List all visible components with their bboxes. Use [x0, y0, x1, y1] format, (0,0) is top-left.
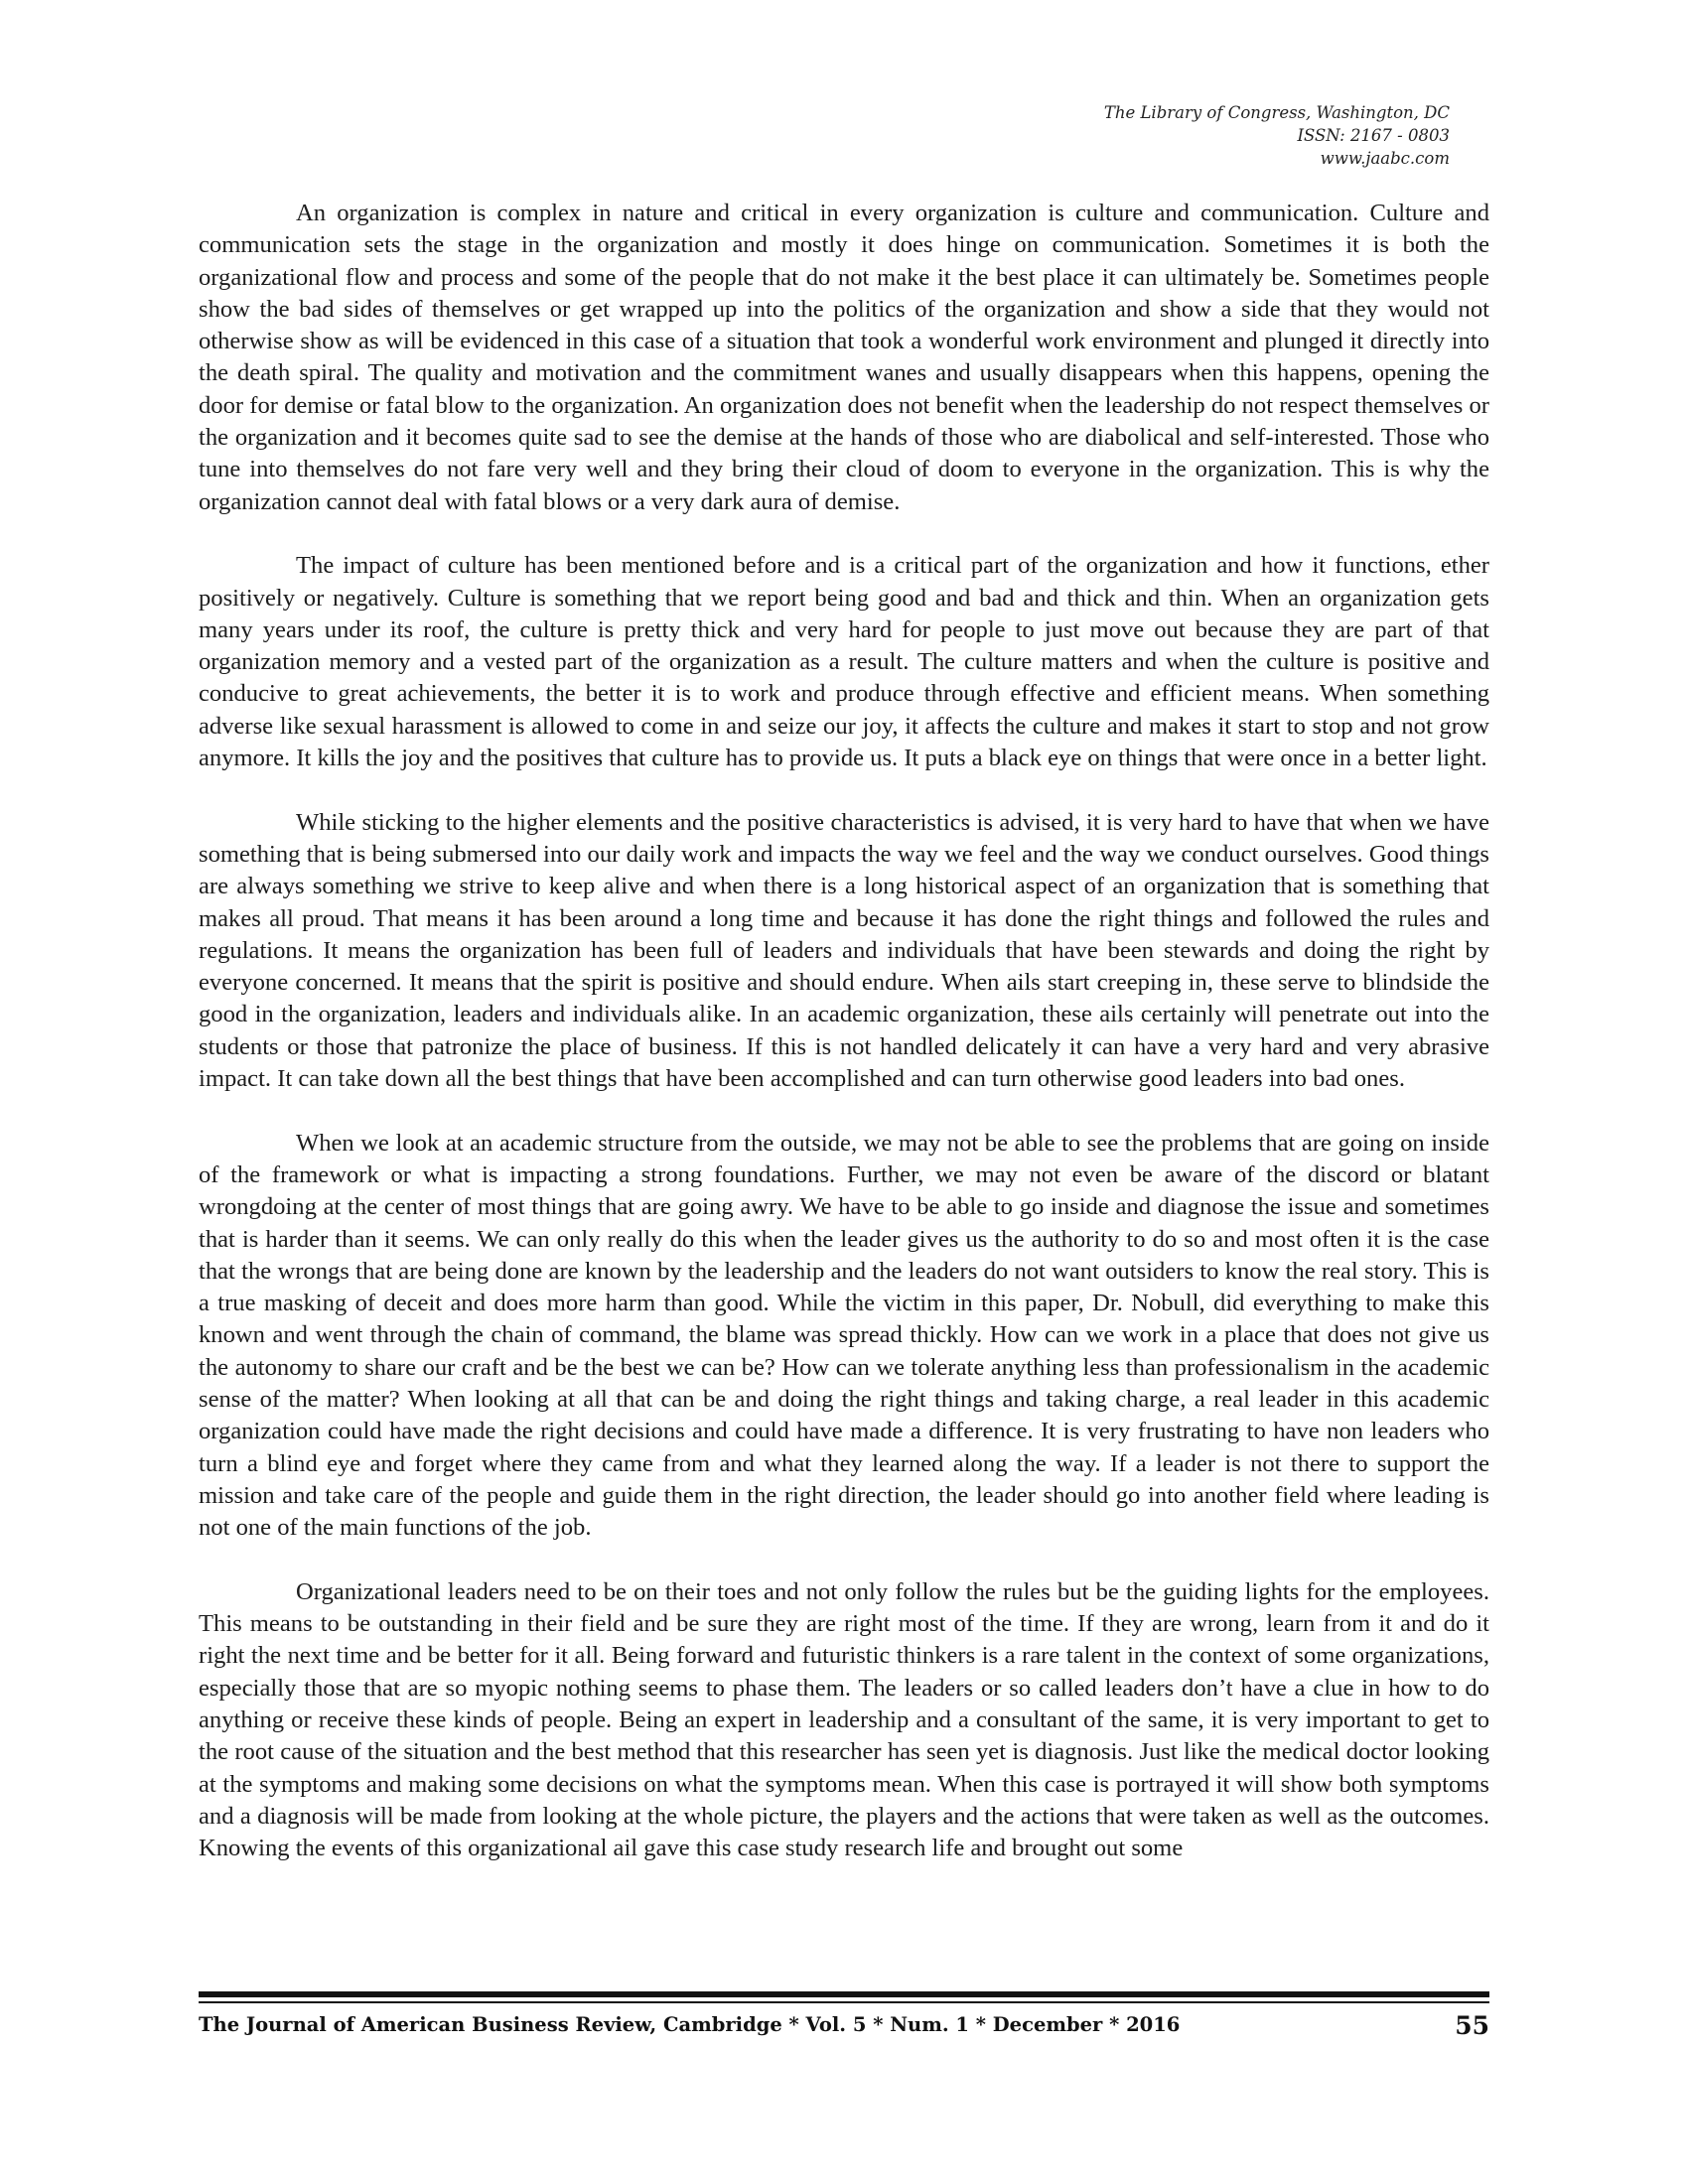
paragraph-5: Organizational leaders need to be on their toes and not only follow the rules but be the guiding lights for the employees. This means to be outstanding in their field and be sure they are right most of the time. If they are wrong, learn from it and do it right the next time and be better for it all. Being forward and futuristic thinkers is a rare talent in the context of some organizations, especially those that are so myopic nothing seems to phase them. The leaders or so called leaders don’t have a clue in how to do anything or receive these kinds of people. Being an expert in leadership and a consultant of the same, it is very important to get to the root cause of the situation and the best method that this researcher has seen yet is diagnosis. Just like the medical doctor looking at the symptoms and making some decisions on what the symptoms mean. When this case is portrayed it will show both symptoms and a diagnosis will be made from looking at the whole picture, the players and the actions that were taken as well as the outcomes. Knowing the events of this organizational ail gave this case study research life and brought out some — [199, 1577, 1489, 1862]
footer-rule-thin — [199, 2001, 1489, 2003]
journal-citation: The Journal of American Business Review, Cambridge * Vol. 5 * Num. 1 * December * 2016 — [199, 2013, 1181, 2036]
paragraph-2: The impact of culture has been mentioned before and is a critical part of the organization and how it functions, ether positively or negatively. Culture is something that we report being good and bad and thick and thin. When an organization gets many years under its roof, the culture is pretty thick and very hard for people to just move out because they are part of that organization memory and a vested part of the organization as a result. The culture matters and when the culture is positive and conducive to great achievements, the better it is to work and produce through effective and efficient means. When something adverse like sexual harassment is allowed to come in and seize our joy, it affects the culture and makes it start to stop and not grow anymore. It kills the joy and the positives that culture has to provide us. It puts a black eye on things that were once in a better light. — [199, 552, 1489, 772]
paragraph-4: When we look at an academic structure from the outside, we may not be able to see the problems that are going on inside of the framework or what is impacting a strong foundations. Further, we may not even be aware of the discord or blatant wrongdoing at the center of most things that are going awry. We have to be able to go inside and diagnose the issue and sometimes that is harder than it seems. We can only really do this when the leader gives us the authority to do so and most often it is the case that the wrongs that are being done are known by the leadership and the leaders do not want outsiders to know the real story. This is a true masking of deceit and does more harm than good. While the victim in this paper, Dr. Nobull, did everything to make this known and went through the chain of command, the blame was spread thickly. How can we work in a place that does not give us the autonomy to share our craft and be the best we can be? How can we tolerate anything less than professionalism in the academic sense of the matter? When looking at all that can be and doing the right things and taking charge, a real leader in this academic organization could have made the right decisions and could have made a difference. It is very frustrating to have non leaders who turn a blind eye and forget where they came from and what they learned along the way. If a leader is not there to support the mission and take care of the people and guide them in the right direction, the leader should go into another field where leading is not one of the main functions of the job. — [199, 1129, 1489, 1542]
running-header — [1104, 101, 1450, 170]
header-website: www.jaabc.com — [1320, 149, 1450, 168]
header-issn: ISSN: 2167 - 0803 — [1297, 126, 1450, 145]
body-text — [199, 198, 1489, 1864]
page-number: 55 — [1455, 2011, 1489, 2040]
header-library: The Library of Congress, Washington, DC — [1103, 103, 1450, 122]
footer-rule-thick — [199, 1991, 1489, 1997]
paragraph-3: While sticking to the higher elements and the positive characteristics is advised, it is very hard to have that when we have something that is being submersed into our daily work and impacts the way we feel and the way we conduct ourselves. Good things are always something we strive to keep alive and when there is a long historical aspect of an organization that is something that makes all proud. That means it has been around a long time and because it has done the right things and followed the rules and regulations. It means the organization has been full of leaders and individuals that have been stewards and doing the right by everyone concerned. It means that the spirit is positive and should endure. When ails start creeping in, these serve to blindside the good in the organization, leaders and individuals alike. In an academic organization, these ails certainly will penetrate out into the students or those that patronize the place of business. If this is not handled delicately it can have a very hard and very abrasive impact. It can take down all the best things that have been accomplished and can turn otherwise good leaders into bad ones. — [199, 808, 1489, 1093]
paragraph-1: An organization is complex in nature and critical in every organization is culture and communication. Culture and communication sets the stage in the organization and mostly it does hinge on communication. Sometimes it is both the organizational flow and process and some of the people that do not make it the best place it can ultimately be. Sometimes people show the bad sides of themselves or get wrapped up into the politics of the organization and show a side that they would not otherwise show as will be evidenced in this case of a situation that took a wonderful work environment and plunged it directly into the death spiral. The quality and motivation and the commitment wanes and usually disappears when this happens, opening the door for demise or fatal blow to the organization. An organization does not benefit when the leadership do not respect themselves or the organization and it becomes quite sad to see the demise at the hands of those who are diabolical and self-interested. Those who tune into themselves do not fare very well and they bring their cloud of doom to everyone in the organization. This is why the organization cannot deal with fatal blows or a very dark aura of demise. — [199, 200, 1489, 515]
